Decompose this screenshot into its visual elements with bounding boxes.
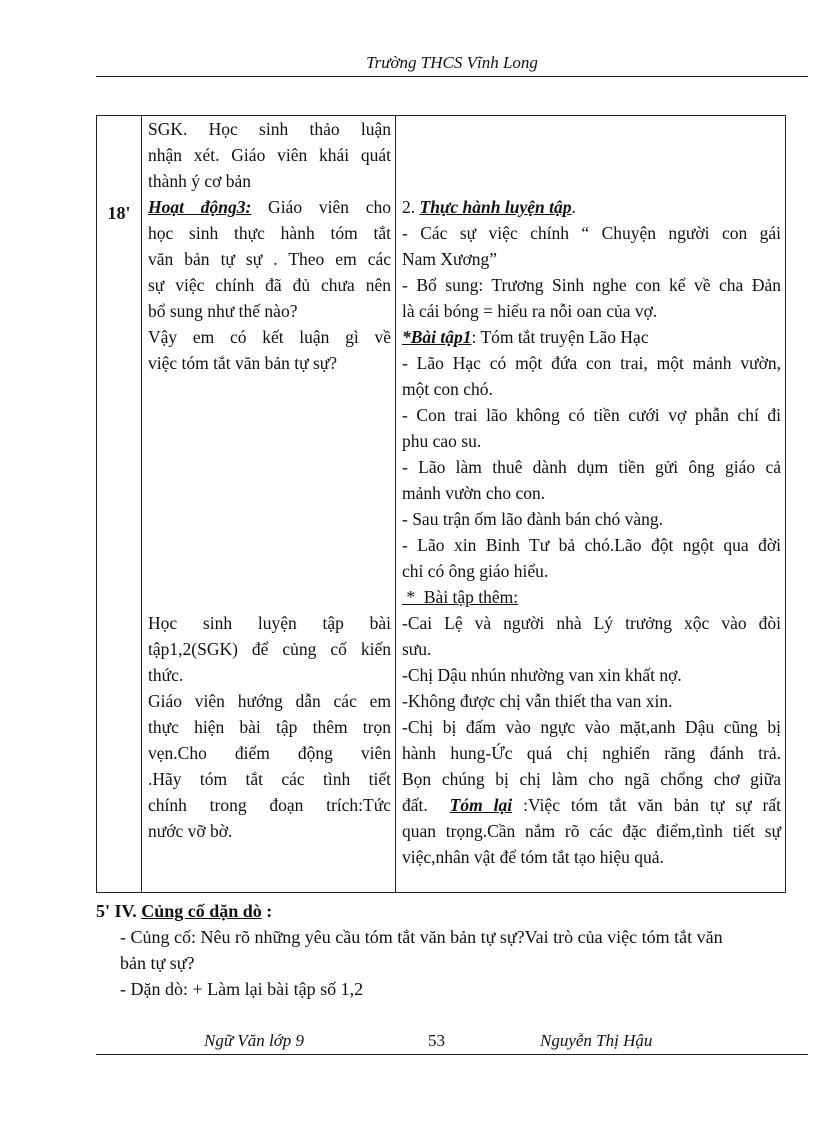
section-line: bản tự sự?: [120, 953, 195, 973]
right-line: sưu.: [402, 639, 432, 659]
exercise-1-text: : Tóm tắt truyện Lão Hạc: [471, 327, 649, 347]
exercise-1-line: [396, 324, 785, 350]
right-line: - Lão Hạc có một đứa con trai, một mảnh vườn,: [402, 353, 781, 373]
footer-subject: Ngữ Văn lớp 9: [204, 1031, 305, 1050]
left-line: tập1,2(SGK) để củng cố kiến: [148, 639, 391, 659]
left-line: nước vỡ bờ.: [148, 821, 233, 841]
summary-text: :Việc tóm tắt văn bản tự sự rất: [512, 795, 781, 815]
right-line: là cái bóng = hiểu ra nỗi oan của vợ.: [402, 301, 658, 321]
left-line: thành ý cơ bản: [148, 171, 252, 191]
right-line: mảnh vườn cho con.: [402, 483, 546, 503]
left-line: chính trong đoạn trích:Tức: [148, 795, 391, 815]
section-title-end: :: [261, 901, 273, 921]
left-line: thức.: [148, 665, 184, 685]
left-line: Vậy em có kết luận gì về: [148, 327, 391, 347]
right-line: chỉ có ông giáo hiểu.: [402, 561, 549, 581]
right-line: quan trọng.Cần nắm rõ các đặc điểm,tình tiết sự: [402, 821, 781, 841]
right-line: -Cai Lệ và người nhà Lý trưởng xộc vào đòi: [402, 613, 781, 633]
page-footer: [96, 1028, 808, 1055]
section-number: IV.: [110, 901, 142, 921]
right-line: việc,nhân vật để tóm tắt tạo hiệu quả.: [402, 847, 664, 867]
summary-line: [396, 792, 785, 818]
heading-number: 2.: [402, 197, 420, 217]
exercise-1-label: *Bài tập1: [402, 327, 472, 347]
right-line: Bọn chúng bị chị làm cho ngã chổng chơ giữa: [402, 769, 781, 789]
right-line: hành hung-Ức quá chị nghiến răng đánh trả.: [402, 743, 781, 763]
heading-title: Thực hành luyện tập: [419, 197, 572, 217]
right-line: -Chị bị đấm vào ngực vào mặt,anh Dậu cũng bị: [402, 717, 781, 737]
summary-pre: đất.: [402, 795, 450, 815]
extra-exercise-title: * Bài tập thêm:: [402, 587, 519, 607]
section-line: - Củng cố: Nêu rõ những yêu cầu tóm tắt văn bản tự sự?Vai trò của việc tóm tắt văn: [120, 927, 723, 947]
section-heading: [96, 898, 796, 924]
right-line: -Chị Dậu nhún nhường van xin khất nợ.: [402, 665, 682, 685]
section-title: Củng cố dặn dò: [141, 901, 262, 921]
right-line: một con chó.: [402, 379, 493, 399]
right-line: -Không được chị vẫn thiết tha van xin.: [402, 691, 673, 711]
footer-author: Nguyễn Thị Hậu: [540, 1031, 653, 1050]
activity-label: Hoạt động3:: [148, 197, 252, 217]
left-line: văn bản tự sự . Theo em các: [148, 249, 391, 269]
left-line: học sinh thực hành tóm tắt: [148, 223, 391, 243]
right-line: - Bổ sung: Trương Sinh nghe con kể về cha Đản: [402, 275, 781, 295]
right-line: phu cao su.: [402, 431, 482, 451]
left-line: vẹn.Cho điểm động viên: [148, 743, 391, 763]
teacher-activity-cell: [142, 116, 396, 893]
activity-text: Giáo viên cho: [251, 197, 391, 217]
time-cell: [97, 116, 142, 893]
page-header: [96, 50, 808, 77]
right-line: Nam Xương”: [402, 249, 498, 269]
left-line: sự việc chính đã đủ chưa nên: [148, 275, 391, 295]
right-line: - Lão xin Binh Tư bả chó.Lão đột ngột qua đời: [402, 535, 781, 555]
table-row: [97, 116, 786, 893]
left-line: nhận xét. Giáo viên khái quát: [148, 145, 391, 165]
right-line: - Con trai lão không có tiền cưới vợ phẫn chí đi: [402, 405, 781, 425]
left-line: Học sinh luyện tập bài: [148, 613, 391, 633]
school-name: Trường THCS Vĩnh Long: [366, 53, 538, 72]
left-line: .Hãy tóm tắt các tình tiết: [148, 769, 391, 789]
left-line: thực hiện bài tập thêm trọn: [148, 717, 391, 737]
content-cell: [396, 116, 786, 893]
practice-heading: [396, 194, 785, 220]
page-number: 53: [428, 1031, 445, 1050]
extra-exercise-label: [396, 584, 785, 610]
heading-end: .: [571, 197, 576, 217]
left-line: bổ sung như thế nào?: [148, 301, 298, 321]
lesson-table: [96, 115, 786, 893]
right-line: - Sau trận ốm lão đành bán chó vàng.: [402, 509, 663, 529]
section-line: - Dặn dò: + Làm lại bài tập số 1,2: [120, 979, 364, 999]
time-value: 18': [107, 203, 131, 223]
activity-line: [142, 194, 395, 220]
left-line: SGK. Học sinh thảo luận: [148, 119, 391, 139]
section-time: 5': [96, 901, 111, 921]
right-line: - Các sự việc chính “ Chuyện người con gái: [402, 223, 781, 243]
left-line: việc tóm tắt văn bản tự sự?: [148, 353, 338, 373]
right-line: - Lão làm thuê dành dụm tiền gửi ông giáo cả: [402, 457, 781, 477]
summary-label: Tóm lại: [449, 795, 513, 815]
consolidation-section: [96, 898, 796, 1002]
left-line: Giáo viên hướng dẫn các em: [148, 691, 391, 711]
